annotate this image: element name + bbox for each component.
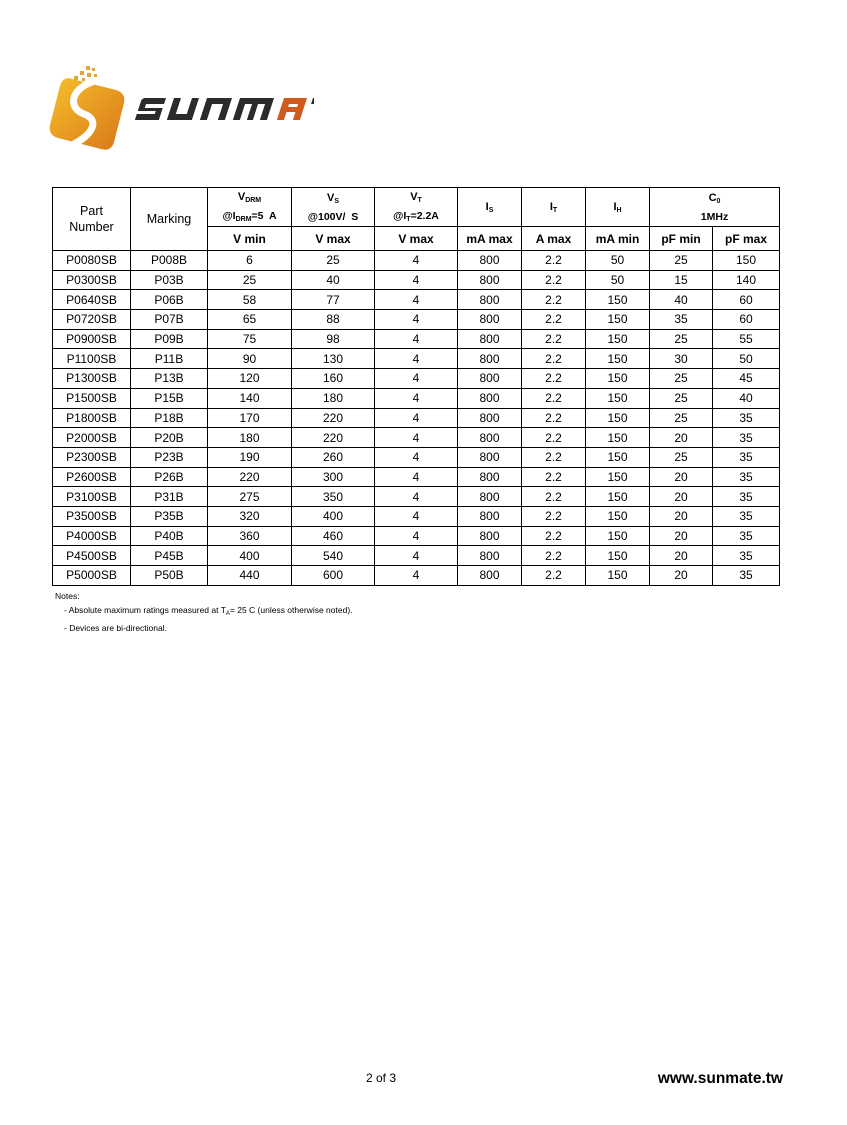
table-row xyxy=(53,369,780,389)
table-row xyxy=(53,566,780,586)
sunmate-logo-graphic xyxy=(44,62,314,154)
cell-part-number: P2000SB xyxy=(53,428,131,448)
cell-vt: 4 xyxy=(375,290,458,310)
cell-vt: 4 xyxy=(375,467,458,487)
cell-is: 800 xyxy=(458,506,522,526)
cell-vs: 25 xyxy=(292,251,375,271)
cell-marking: P03B xyxy=(131,270,208,290)
vt-header: $V_T$ $@I_T=2.2A$ xyxy=(375,188,458,227)
cell-ih: 150 xyxy=(586,467,650,487)
cell-vs: 260 xyxy=(292,447,375,467)
cell-it: 2.2 xyxy=(522,270,586,290)
cell-ih: 150 xyxy=(586,487,650,507)
cell-vdrm: 220 xyxy=(208,467,292,487)
cell-part-number: P1800SB xyxy=(53,408,131,428)
cell-ih: 150 xyxy=(586,566,650,586)
cell-c0-min: 20 xyxy=(650,566,713,586)
cell-vt: 4 xyxy=(375,408,458,428)
cell-it: 2.2 xyxy=(522,428,586,448)
table-row xyxy=(53,487,780,507)
cell-is: 800 xyxy=(458,487,522,507)
cell-c0-max: 50 xyxy=(713,349,780,369)
cell-vdrm: 58 xyxy=(208,290,292,310)
table-row xyxy=(53,408,780,428)
cell-vs: 180 xyxy=(292,388,375,408)
cell-vt: 4 xyxy=(375,506,458,526)
cell-it: 2.2 xyxy=(522,526,586,546)
cell-is: 800 xyxy=(458,526,522,546)
cell-c0-max: 45 xyxy=(713,369,780,389)
it-header: $I_T$ xyxy=(522,188,586,227)
cell-part-number: P1300SB xyxy=(53,369,131,389)
cell-c0-min: 20 xyxy=(650,546,713,566)
cell-is: 800 xyxy=(458,428,522,448)
cell-vs: 130 xyxy=(292,349,375,369)
cell-ih: 150 xyxy=(586,369,650,389)
cell-c0-max: 35 xyxy=(713,566,780,586)
note-bidirectional: - Devices are bi-directional. xyxy=(64,623,167,633)
is-header: $I_S$ xyxy=(458,188,522,227)
cell-vt: 4 xyxy=(375,310,458,330)
table-row xyxy=(53,270,780,290)
cell-vs: 460 xyxy=(292,526,375,546)
cell-ih: 150 xyxy=(586,526,650,546)
cell-vs: 350 xyxy=(292,487,375,507)
page-number: 2 of 3 xyxy=(366,1071,397,1085)
unit-ih: mA min xyxy=(586,227,650,251)
cell-part-number: P0300SB xyxy=(53,270,131,290)
cell-vt: 4 xyxy=(375,270,458,290)
cell-c0-max: 55 xyxy=(713,329,780,349)
cell-vdrm: 275 xyxy=(208,487,292,507)
cell-vt: 4 xyxy=(375,251,458,271)
cell-vdrm: 90 xyxy=(208,349,292,369)
ih-header: $I_H$ xyxy=(586,188,650,227)
cell-marking: P40B xyxy=(131,526,208,546)
cell-it: 2.2 xyxy=(522,467,586,487)
cell-vt: 4 xyxy=(375,369,458,389)
cell-ih: 150 xyxy=(586,428,650,448)
table-row xyxy=(53,447,780,467)
cell-marking: P15B xyxy=(131,388,208,408)
cell-is: 800 xyxy=(458,546,522,566)
cell-it: 2.2 xyxy=(522,506,586,526)
unit-vs: V max xyxy=(292,227,375,251)
cell-part-number: P5000SB xyxy=(53,566,131,586)
marking-header: Marking xyxy=(131,188,208,251)
unit-c0-min: pF min xyxy=(650,227,713,251)
cell-it: 2.2 xyxy=(522,447,586,467)
cell-is: 800 xyxy=(458,467,522,487)
c0-header: $C_0$ 1MHz xyxy=(650,188,780,227)
cell-c0-min: 25 xyxy=(650,329,713,349)
cell-it: 2.2 xyxy=(522,408,586,428)
cell-is: 800 xyxy=(458,566,522,586)
cell-ih: 150 xyxy=(586,546,650,566)
cell-c0-max: 35 xyxy=(713,526,780,546)
cell-c0-max: 60 xyxy=(713,310,780,330)
cell-part-number: P2600SB xyxy=(53,467,131,487)
cell-marking: P11B xyxy=(131,349,208,369)
table-row xyxy=(53,546,780,566)
cell-c0-min: 40 xyxy=(650,290,713,310)
cell-marking: P35B xyxy=(131,506,208,526)
cell-part-number: P4000SB xyxy=(53,526,131,546)
cell-it: 2.2 xyxy=(522,251,586,271)
cell-vs: 220 xyxy=(292,428,375,448)
cell-vdrm: 170 xyxy=(208,408,292,428)
cell-marking: P26B xyxy=(131,467,208,487)
cell-vs: 88 xyxy=(292,310,375,330)
cell-vt: 4 xyxy=(375,428,458,448)
cell-vs: 600 xyxy=(292,566,375,586)
notes xyxy=(55,589,353,635)
cell-it: 2.2 xyxy=(522,349,586,369)
table-row xyxy=(53,329,780,349)
table-row xyxy=(53,251,780,271)
cell-c0-min: 20 xyxy=(650,467,713,487)
cell-c0-min: 20 xyxy=(650,526,713,546)
cell-c0-max: 140 xyxy=(713,270,780,290)
table-row xyxy=(53,290,780,310)
unit-c0-max: pF max xyxy=(713,227,780,251)
cell-part-number: P0900SB xyxy=(53,329,131,349)
cell-is: 800 xyxy=(458,388,522,408)
cell-vdrm: 120 xyxy=(208,369,292,389)
cell-marking: P008B xyxy=(131,251,208,271)
unit-it: A max xyxy=(522,227,586,251)
cell-vt: 4 xyxy=(375,487,458,507)
cell-c0-max: 35 xyxy=(713,447,780,467)
cell-part-number: P1500SB xyxy=(53,388,131,408)
cell-is: 800 xyxy=(458,369,522,389)
cell-part-number: P3500SB xyxy=(53,506,131,526)
cell-it: 2.2 xyxy=(522,329,586,349)
specifications-table xyxy=(52,187,780,586)
cell-marking: P31B xyxy=(131,487,208,507)
cell-vdrm: 25 xyxy=(208,270,292,290)
notes-title: Notes: xyxy=(55,591,80,601)
cell-it: 2.2 xyxy=(522,369,586,389)
table-body xyxy=(53,251,780,586)
cell-is: 800 xyxy=(458,290,522,310)
cell-vdrm: 140 xyxy=(208,388,292,408)
cell-marking: P06B xyxy=(131,290,208,310)
cell-vdrm: 75 xyxy=(208,329,292,349)
unit-vt: V max xyxy=(375,227,458,251)
cell-vs: 40 xyxy=(292,270,375,290)
cell-it: 2.2 xyxy=(522,566,586,586)
cell-vs: 220 xyxy=(292,408,375,428)
cell-ih: 50 xyxy=(586,251,650,271)
table-row xyxy=(53,526,780,546)
cell-vdrm: 320 xyxy=(208,506,292,526)
cell-is: 800 xyxy=(458,310,522,330)
cell-marking: P45B xyxy=(131,546,208,566)
unit-vdrm: V min xyxy=(208,227,292,251)
table-row xyxy=(53,388,780,408)
cell-ih: 150 xyxy=(586,447,650,467)
cell-marking: P18B xyxy=(131,408,208,428)
cell-it: 2.2 xyxy=(522,290,586,310)
website-url: www.sunmate.tw xyxy=(657,1070,783,1087)
cell-ih: 150 xyxy=(586,290,650,310)
table-row xyxy=(53,428,780,448)
cell-marking: P23B xyxy=(131,447,208,467)
part-number-header: Part Number xyxy=(53,188,131,251)
unit-is: mA max xyxy=(458,227,522,251)
cell-ih: 50 xyxy=(586,270,650,290)
cell-c0-min: 25 xyxy=(650,369,713,389)
cell-c0-min: 15 xyxy=(650,270,713,290)
cell-vdrm: 440 xyxy=(208,566,292,586)
cell-vt: 4 xyxy=(375,349,458,369)
cell-part-number: P4500SB xyxy=(53,546,131,566)
table-row xyxy=(53,506,780,526)
cell-vs: 300 xyxy=(292,467,375,487)
cell-vdrm: 6 xyxy=(208,251,292,271)
cell-c0-max: 150 xyxy=(713,251,780,271)
cell-vt: 4 xyxy=(375,526,458,546)
cell-part-number: P0640SB xyxy=(53,290,131,310)
vs-header: $V_S$ @100V/ S xyxy=(292,188,375,227)
cell-vt: 4 xyxy=(375,329,458,349)
note-absolute-ratings: - Absolute maximum ratings measured at $T_A= 25$ C (unless otherwise noted). xyxy=(64,605,353,617)
cell-vdrm: 190 xyxy=(208,447,292,467)
cell-vdrm: 180 xyxy=(208,428,292,448)
cell-c0-min: 20 xyxy=(650,428,713,448)
cell-ih: 150 xyxy=(586,329,650,349)
cell-is: 800 xyxy=(458,408,522,428)
cell-c0-max: 35 xyxy=(713,487,780,507)
cell-part-number: P2300SB xyxy=(53,447,131,467)
cell-is: 800 xyxy=(458,349,522,369)
table-row xyxy=(53,467,780,487)
cell-vs: 160 xyxy=(292,369,375,389)
cell-ih: 150 xyxy=(586,408,650,428)
cell-it: 2.2 xyxy=(522,388,586,408)
cell-c0-max: 35 xyxy=(713,408,780,428)
cell-is: 800 xyxy=(458,329,522,349)
cell-c0-min: 25 xyxy=(650,388,713,408)
header-row-symbols xyxy=(53,188,780,227)
cell-vdrm: 65 xyxy=(208,310,292,330)
cell-marking: P09B xyxy=(131,329,208,349)
cell-vdrm: 360 xyxy=(208,526,292,546)
table-row xyxy=(53,310,780,330)
cell-c0-max: 35 xyxy=(713,546,780,566)
cell-c0-min: 30 xyxy=(650,349,713,369)
vdrm-header: $V_{DRM}$ $@I_{DRM}=5$ A xyxy=(208,188,292,227)
cell-is: 800 xyxy=(458,270,522,290)
cell-ih: 150 xyxy=(586,349,650,369)
cell-vdrm: 400 xyxy=(208,546,292,566)
cell-c0-max: 35 xyxy=(713,467,780,487)
cell-marking: P20B xyxy=(131,428,208,448)
cell-vs: 77 xyxy=(292,290,375,310)
cell-part-number: P1100SB xyxy=(53,349,131,369)
cell-c0-min: 20 xyxy=(650,487,713,507)
cell-marking: P07B xyxy=(131,310,208,330)
cell-c0-max: 60 xyxy=(713,290,780,310)
cell-c0-max: 35 xyxy=(713,428,780,448)
cell-marking: P50B xyxy=(131,566,208,586)
cell-ih: 150 xyxy=(586,310,650,330)
cell-is: 800 xyxy=(458,447,522,467)
cell-c0-min: 25 xyxy=(650,408,713,428)
cell-part-number: P0720SB xyxy=(53,310,131,330)
cell-vs: 540 xyxy=(292,546,375,566)
cell-it: 2.2 xyxy=(522,546,586,566)
cell-part-number: P0080SB xyxy=(53,251,131,271)
cell-c0-min: 25 xyxy=(650,251,713,271)
cell-it: 2.2 xyxy=(522,310,586,330)
cell-c0-max: 35 xyxy=(713,506,780,526)
cell-vt: 4 xyxy=(375,447,458,467)
cell-it: 2.2 xyxy=(522,487,586,507)
cell-is: 800 xyxy=(458,251,522,271)
sunmate-logo xyxy=(44,62,314,154)
cell-c0-min: 35 xyxy=(650,310,713,330)
table-row xyxy=(53,349,780,369)
cell-vt: 4 xyxy=(375,566,458,586)
cell-part-number: P3100SB xyxy=(53,487,131,507)
cell-marking: P13B xyxy=(131,369,208,389)
cell-c0-max: 40 xyxy=(713,388,780,408)
cell-c0-min: 20 xyxy=(650,506,713,526)
cell-vt: 4 xyxy=(375,546,458,566)
cell-vs: 400 xyxy=(292,506,375,526)
cell-vs: 98 xyxy=(292,329,375,349)
cell-c0-min: 25 xyxy=(650,447,713,467)
cell-vt: 4 xyxy=(375,388,458,408)
cell-ih: 150 xyxy=(586,506,650,526)
cell-ih: 150 xyxy=(586,388,650,408)
